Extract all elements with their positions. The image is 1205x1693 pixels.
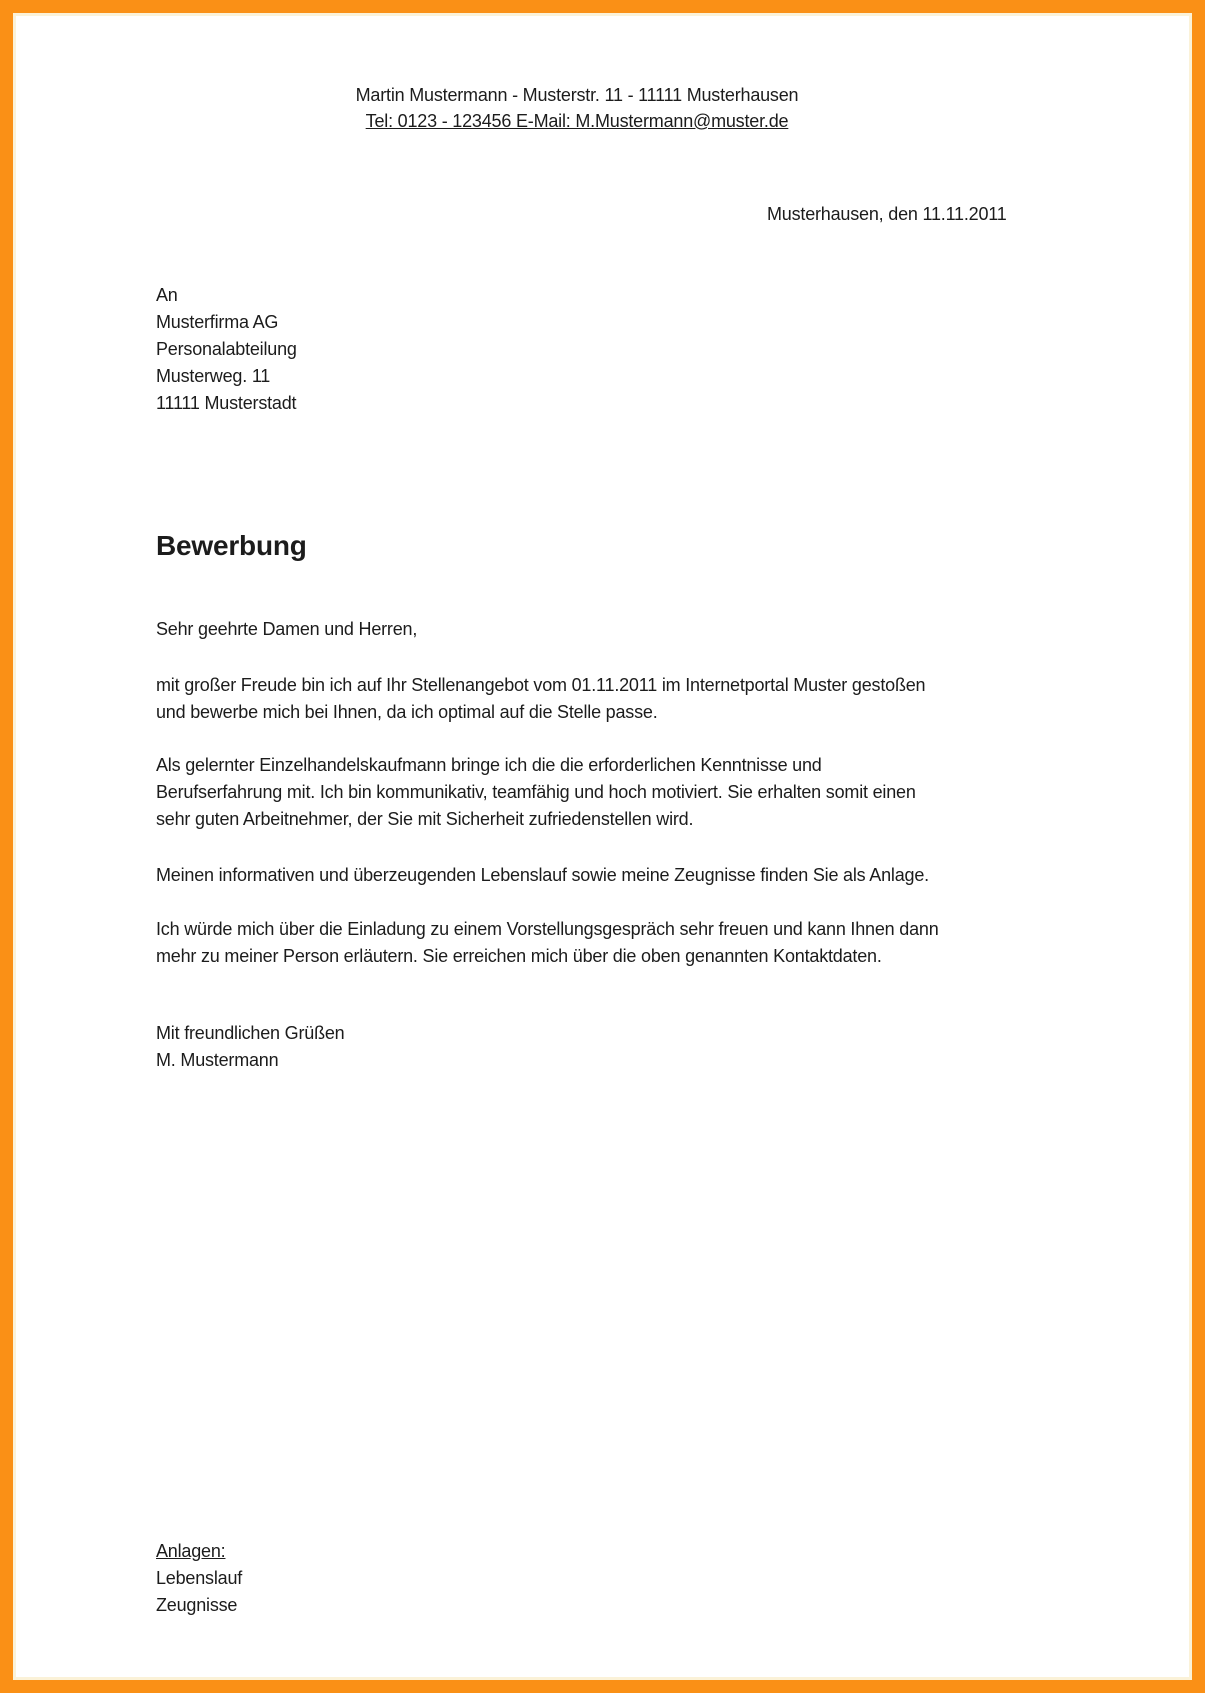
closing-farewell: Mit freundlichen Grüßen [156, 1023, 345, 1043]
paragraph-line: Als gelernter Einzelhandelskaufmann bringe ich die die erforderlichen Kenntnisse und [156, 755, 822, 775]
paragraph-line: Meinen informativen und überzeugenden Lebenslauf sowie meine Zeugnisse finden Sie als Anlage. [156, 865, 929, 885]
paragraph-line: Berufserfahrung mit. Ich bin kommunikativ, teamfähig und hoch motiviert. Sie erhalten somit einen [156, 782, 916, 802]
body-paragraph-1 [156, 672, 1077, 726]
attachment-item: Lebenslauf [156, 1568, 243, 1588]
attachments-label: Anlagen: [156, 1541, 226, 1561]
letter-content [13, 82, 1192, 1693]
date-line: Musterhausen, den 11.11.2011 [767, 204, 1007, 224]
paragraph-line: mehr zu meiner Person erläutern. Sie erreichen mich über die oben genannten Kontaktdaten. [156, 946, 882, 966]
sender-header [110, 82, 1044, 134]
closing-block [156, 1020, 1077, 1074]
attachments-block [156, 1538, 1077, 1619]
sender-contact-line: Tel: 0123 - 123456 E-Mail: M.Mustermann@muster.de [365, 111, 789, 131]
subject-heading: Bewerbung [156, 530, 307, 561]
recipient-line: 11111 Musterstadt [156, 393, 297, 413]
recipient-block [156, 282, 1077, 417]
body-paragraph-2 [156, 752, 1077, 833]
signature-name: M. Mustermann [156, 1050, 279, 1070]
body-paragraph-4 [156, 916, 1077, 970]
paragraph-line: und bewerbe mich bei Ihnen, da ich optimal auf die Stelle passe. [156, 702, 658, 722]
recipient-line: Personalabteilung [156, 339, 297, 359]
recipient-line: Musterfirma AG [156, 312, 279, 332]
recipient-line: Musterweg. 11 [156, 366, 271, 386]
salutation: Sehr geehrte Damen und Herren, [156, 619, 418, 639]
body-paragraph-3 [156, 862, 1077, 889]
recipient-line: An [156, 285, 178, 305]
sender-header-line: Martin Mustermann - Musterstr. 11 - 11111 Musterhausen [355, 85, 799, 105]
paragraph-line: mit großer Freude bin ich auf Ihr Stellenangebot vom 01.11.2011 im Internetportal Muster gestoßen [156, 675, 926, 695]
attachment-item: Zeugnisse [156, 1595, 238, 1615]
paragraph-line: Ich würde mich über die Einladung zu einem Vorstellungsgespräch sehr freuen und kann Ihnen dann [156, 919, 939, 939]
paragraph-line: sehr guten Arbeitnehmer, der Sie mit Sicherheit zufriedenstellen wird. [156, 809, 694, 829]
